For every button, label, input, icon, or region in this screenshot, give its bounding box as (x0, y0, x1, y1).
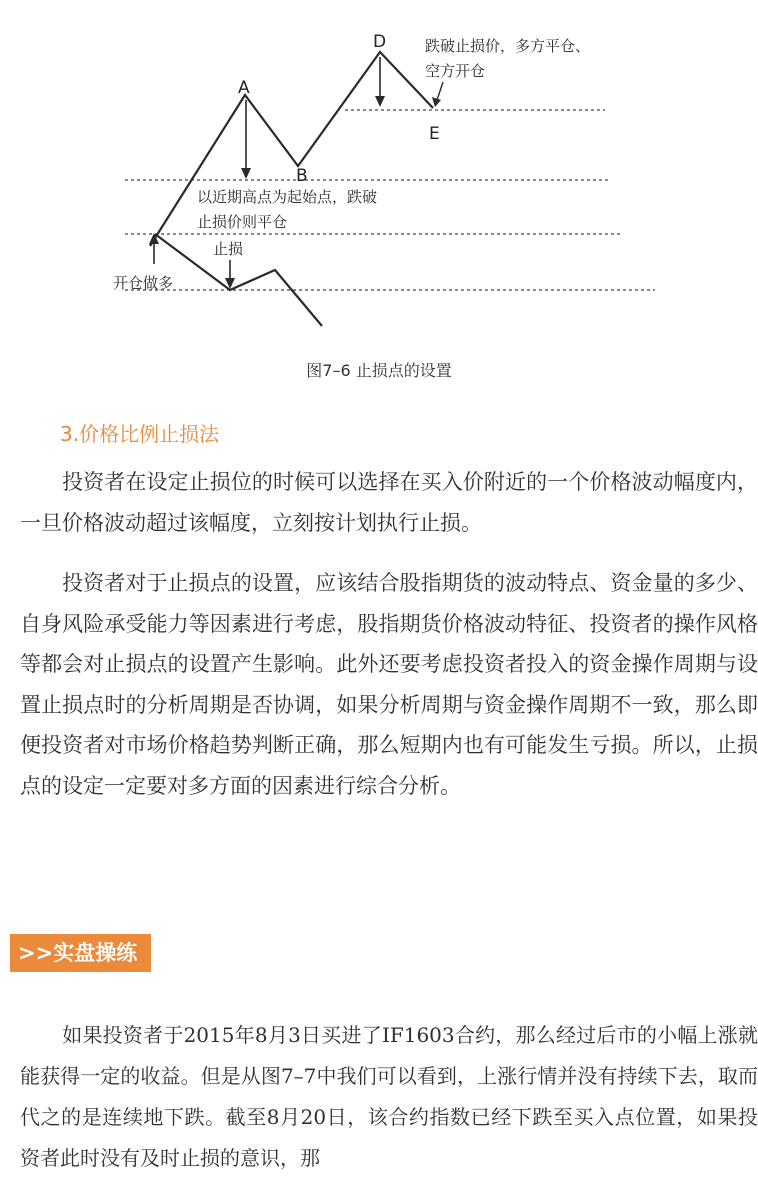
d-note-line2: 空方开仓 (425, 62, 486, 80)
arrow-d-down-icon (375, 96, 385, 107)
point-a-label: A (238, 78, 250, 98)
practice-paragraph-text: 如果投资者于2015年8月3日买进了IF1603合约，那么经过后市的小幅上涨就能获得一定的收益。但是从图7–7中我们可以看到，上涨行情并没有持续下去，取而代之的是连续地下跌。截至8月20日，该合约指数已经下跌至买入点位置，如果投资者此时没有及时止损的意识，那 (20, 1023, 758, 1170)
point-b-label: B (296, 166, 308, 186)
point-d-label: D (373, 32, 387, 52)
practice-paragraph (20, 1015, 758, 1179)
paragraph-1 (20, 462, 758, 543)
arrow-a-down-icon (241, 168, 251, 179)
point-e-label: E (429, 124, 440, 144)
stop-loss-diagram (0, 0, 758, 345)
paragraph-2-text: 投资者对于止损点的设置，应该结合股指期货的波动特点、资金量的多少、自身风险承受能力等因素进行考虑，股指期货价格波动特征、投资者的操作风格等都会对止损点的设置产生影响。此外还要考虑投资者投入的资金操作周期与设置止损点时的分析周期是否协调，如果分析周期与资金操作周期不一致，那么即便投资者对市场价格趋势判断正确，那么短期内也有可能发生亏损。所以，止损点的设定一定要对多方面的因素进行综合分析。 (20, 571, 758, 798)
arrow-e-note-icon (432, 97, 441, 107)
figure-caption: 图7–6 止损点的设置 (306, 361, 452, 380)
practice-tag: >>实盘操练 (10, 934, 151, 972)
d-note-line1: 跌破止损价，多方平仓、 (425, 37, 591, 55)
price-path-up (150, 52, 433, 246)
open-long-label: 开仓做多 (113, 274, 174, 292)
paragraph-1-text: 投资者在设定止损位的时候可以选择在买入价附近的一个价格波动幅度内，一旦价格波动超过该幅度，立刻按计划执行止损。 (20, 470, 758, 535)
a-note-line1: 以近期高点为起始点，跌破 (197, 188, 378, 206)
a-note-line2: 止损价则平仓 (197, 213, 288, 231)
section-title: 3.价格比例止损法 (60, 422, 220, 446)
paragraph-2 (20, 563, 758, 806)
stop-loss-label: 止损 (213, 240, 244, 258)
